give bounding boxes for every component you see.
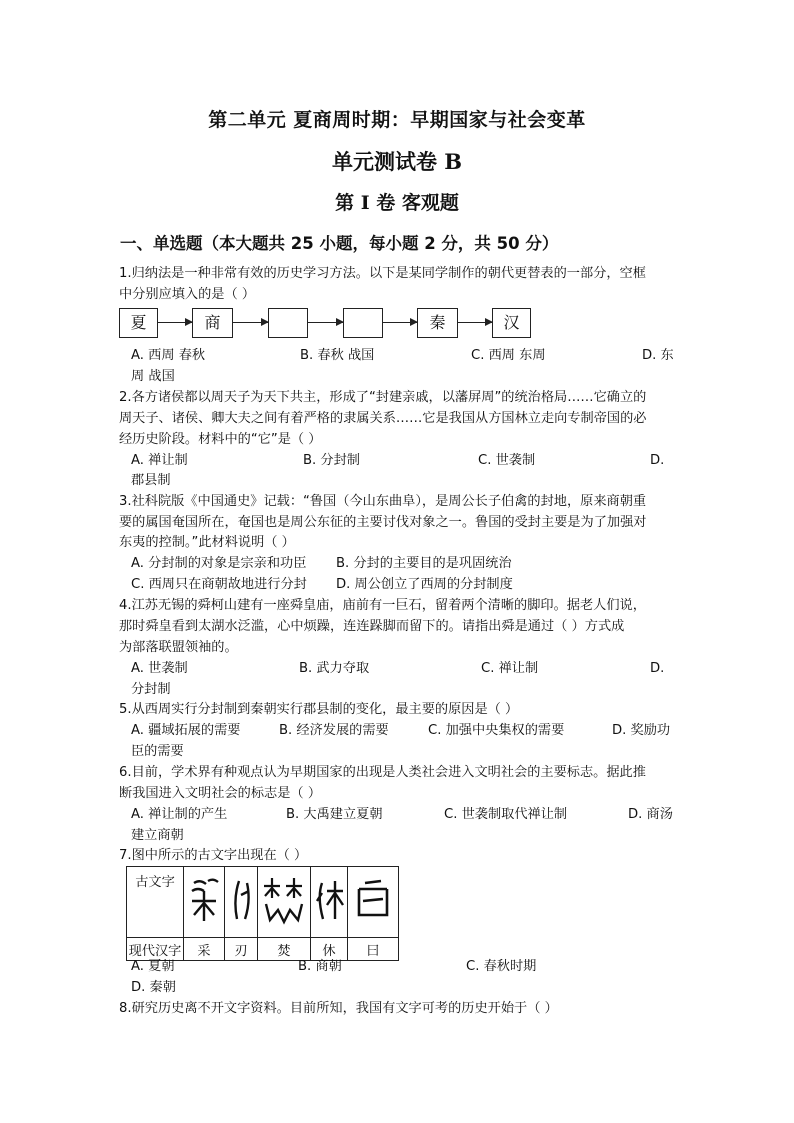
q7-option-b: B. 商朝 xyxy=(298,959,342,974)
arrow-right-icon xyxy=(458,322,492,323)
oracle-glyph-cai-icon xyxy=(186,875,222,925)
q7-option-a: A. 夏朝 xyxy=(131,959,175,974)
flow-box-blank-1 xyxy=(268,308,308,338)
q1-stem-line1: 1.归纳法是一种非常有效的历史学习方法。以下是某同学制作的朝代更替表的一部分，空框 xyxy=(119,266,646,281)
ancient-glyph-yue xyxy=(348,867,399,938)
q2-option-b: B. 分封制 xyxy=(303,453,360,468)
section-heading: 一、单选题（本大题共 25 小题，每小题 2 分，共 50 分） xyxy=(120,234,559,253)
q3-stem-line2: 要的属国奄国所在，奄国也是周公东征的主要讨伐对象之一。鲁国的受封主要是为了加强对 xyxy=(119,515,647,530)
arrow-right-icon xyxy=(158,322,192,323)
q6-option-a: A. 禅让制的产生 xyxy=(131,807,228,822)
modern-char-xiu: 休 xyxy=(311,938,348,961)
flow-box-han: 汉 xyxy=(492,308,531,338)
unit-title: 第二单元 夏商周时期：早期国家与社会变革 xyxy=(208,109,586,131)
q1-stem-line2: 中分别应填入的是（ ） xyxy=(119,287,256,302)
q7-option-d: D. 秦朝 xyxy=(131,980,176,995)
q4-stem-line3: 为部落联盟领袖的。 xyxy=(119,640,238,655)
row-label-modern: 现代汉字 xyxy=(127,938,184,961)
ancient-glyph-cai xyxy=(184,867,225,938)
q1-option-b: B. 春秋 战国 xyxy=(300,348,375,363)
q3-option-c: C. 西周只在商朝故地进行分封 xyxy=(131,577,307,592)
q1-option-d-wrap: 周 战国 xyxy=(131,369,175,384)
q2-stem-line1: 2.各方诸侯都以周天子为天下共主，形成了“封建亲戚，以藩屏周”的统治格局……它确立的 xyxy=(119,390,647,405)
flow-box-qin: 秦 xyxy=(417,308,458,338)
q5-option-b: B. 经济发展的需要 xyxy=(279,723,389,738)
oracle-glyph-yue-icon xyxy=(353,875,393,925)
oracle-glyph-ren-icon xyxy=(227,875,255,925)
q1-option-c: C. 西周 东周 xyxy=(471,348,546,363)
flow-box-shang: 商 xyxy=(192,308,233,338)
q2-stem-line2: 周天子、诸侯、卿大夫之间有着严格的隶属关系……它是我国从方国林立走向专制帝国的必 xyxy=(119,411,647,426)
q4-option-c: C. 禅让制 xyxy=(481,661,539,676)
q5-option-d-wrap: 臣的需要 xyxy=(131,744,184,759)
volume-title: 第 I 卷 客观题 xyxy=(335,192,459,214)
ancient-glyph-ren xyxy=(225,867,258,938)
q2-option-c: C. 世袭制 xyxy=(478,453,536,468)
modern-char-cai: 采 xyxy=(184,938,225,961)
q4-option-d: D. xyxy=(650,661,665,676)
q1-option-d: D. 东 xyxy=(642,348,674,363)
q3-option-a: A. 分封制的对象是宗亲和功臣 xyxy=(131,556,307,571)
q6-stem-line1: 6.目前，学术界有种观点认为早期国家的出现是人类社会进入文明社会的主要标志。据此推 xyxy=(119,765,646,780)
q6-option-b: B. 大禹建立夏朝 xyxy=(286,807,383,822)
q4-stem-line2: 那时舜皇看到太湖水泛滥，心中烦躁，连连跺脚而留下的。请指出舜是通过（ ）方式成 xyxy=(119,619,625,634)
q3-stem-line1: 3.社科院版《中国通史》记载：“鲁国（今山东曲阜），是周公长子伯禽的封地，原来商朝重 xyxy=(119,494,647,509)
modern-char-yue: 曰 xyxy=(348,938,399,961)
q2-option-a: A. 禅让制 xyxy=(131,453,188,468)
row-label-ancient: 古文字 xyxy=(127,867,184,938)
q3-option-d: D. 周公创立了西周的分封制度 xyxy=(336,577,513,592)
ancient-glyph-xiu xyxy=(311,867,348,938)
q6-stem-line2: 断我国进入文明社会的标志是（ ） xyxy=(119,786,322,801)
q2-stem-line3: 经历史阶段。材料中的“它”是（ ） xyxy=(119,432,322,447)
q4-option-a: A. 世袭制 xyxy=(131,661,188,676)
q4-stem-line1: 4.江苏无锡的舜柯山建有一座舜皇庙，庙前有一巨石，留着两个清晰的脚印。据老人们说， xyxy=(119,598,646,613)
q2-option-d-wrap: 郡县制 xyxy=(131,473,171,488)
q3-option-b: B. 分封的主要目的是巩固统治 xyxy=(336,556,512,571)
q7-stem-line1: 7.图中所示的古文字出现在（ ） xyxy=(119,848,308,863)
arrow-right-icon xyxy=(308,322,343,323)
q5-option-c: C. 加强中央集权的需要 xyxy=(428,723,565,738)
flow-box-blank-2 xyxy=(343,308,383,338)
q8-stem-line1: 8.研究历史离不开文字资料。目前所知，我国有文字可考的历史开始于（ ） xyxy=(119,1001,558,1016)
flow-box-xia: 夏 xyxy=(119,308,158,338)
modern-char-fen: 焚 xyxy=(258,938,311,961)
q7-option-c: C. 春秋时期 xyxy=(466,959,537,974)
q5-option-d: D. 奖励功 xyxy=(612,723,671,738)
arrow-right-icon xyxy=(383,322,417,323)
q2-option-d: D. xyxy=(650,453,665,468)
test-title: 单元测试卷 B xyxy=(331,149,463,174)
q5-option-a: A. 疆域拓展的需要 xyxy=(131,723,241,738)
q4-option-d-wrap: 分封制 xyxy=(131,682,171,697)
q4-option-b: B. 武力夺取 xyxy=(299,661,370,676)
ancient-glyph-fen xyxy=(258,867,311,938)
q6-option-d-wrap: 建立商朝 xyxy=(131,828,184,843)
q1-option-a: A. 西周 春秋 xyxy=(131,348,206,363)
q6-option-c: C. 世袭制取代禅让制 xyxy=(444,807,568,822)
arrow-right-icon xyxy=(233,322,268,323)
q3-stem-line3: 东夷的控制。”此材料说明（ ） xyxy=(119,535,295,550)
q6-option-d: D. 商汤 xyxy=(628,807,673,822)
oracle-glyph-fen-icon xyxy=(260,874,308,926)
ancient-script-table xyxy=(126,866,399,961)
oracle-glyph-xiu-icon xyxy=(313,875,345,925)
q5-stem-line1: 5.从西周实行分封制到秦朝实行郡县制的变化，最主要的原因是（ ） xyxy=(119,702,519,717)
modern-char-ren: 刃 xyxy=(225,938,258,961)
